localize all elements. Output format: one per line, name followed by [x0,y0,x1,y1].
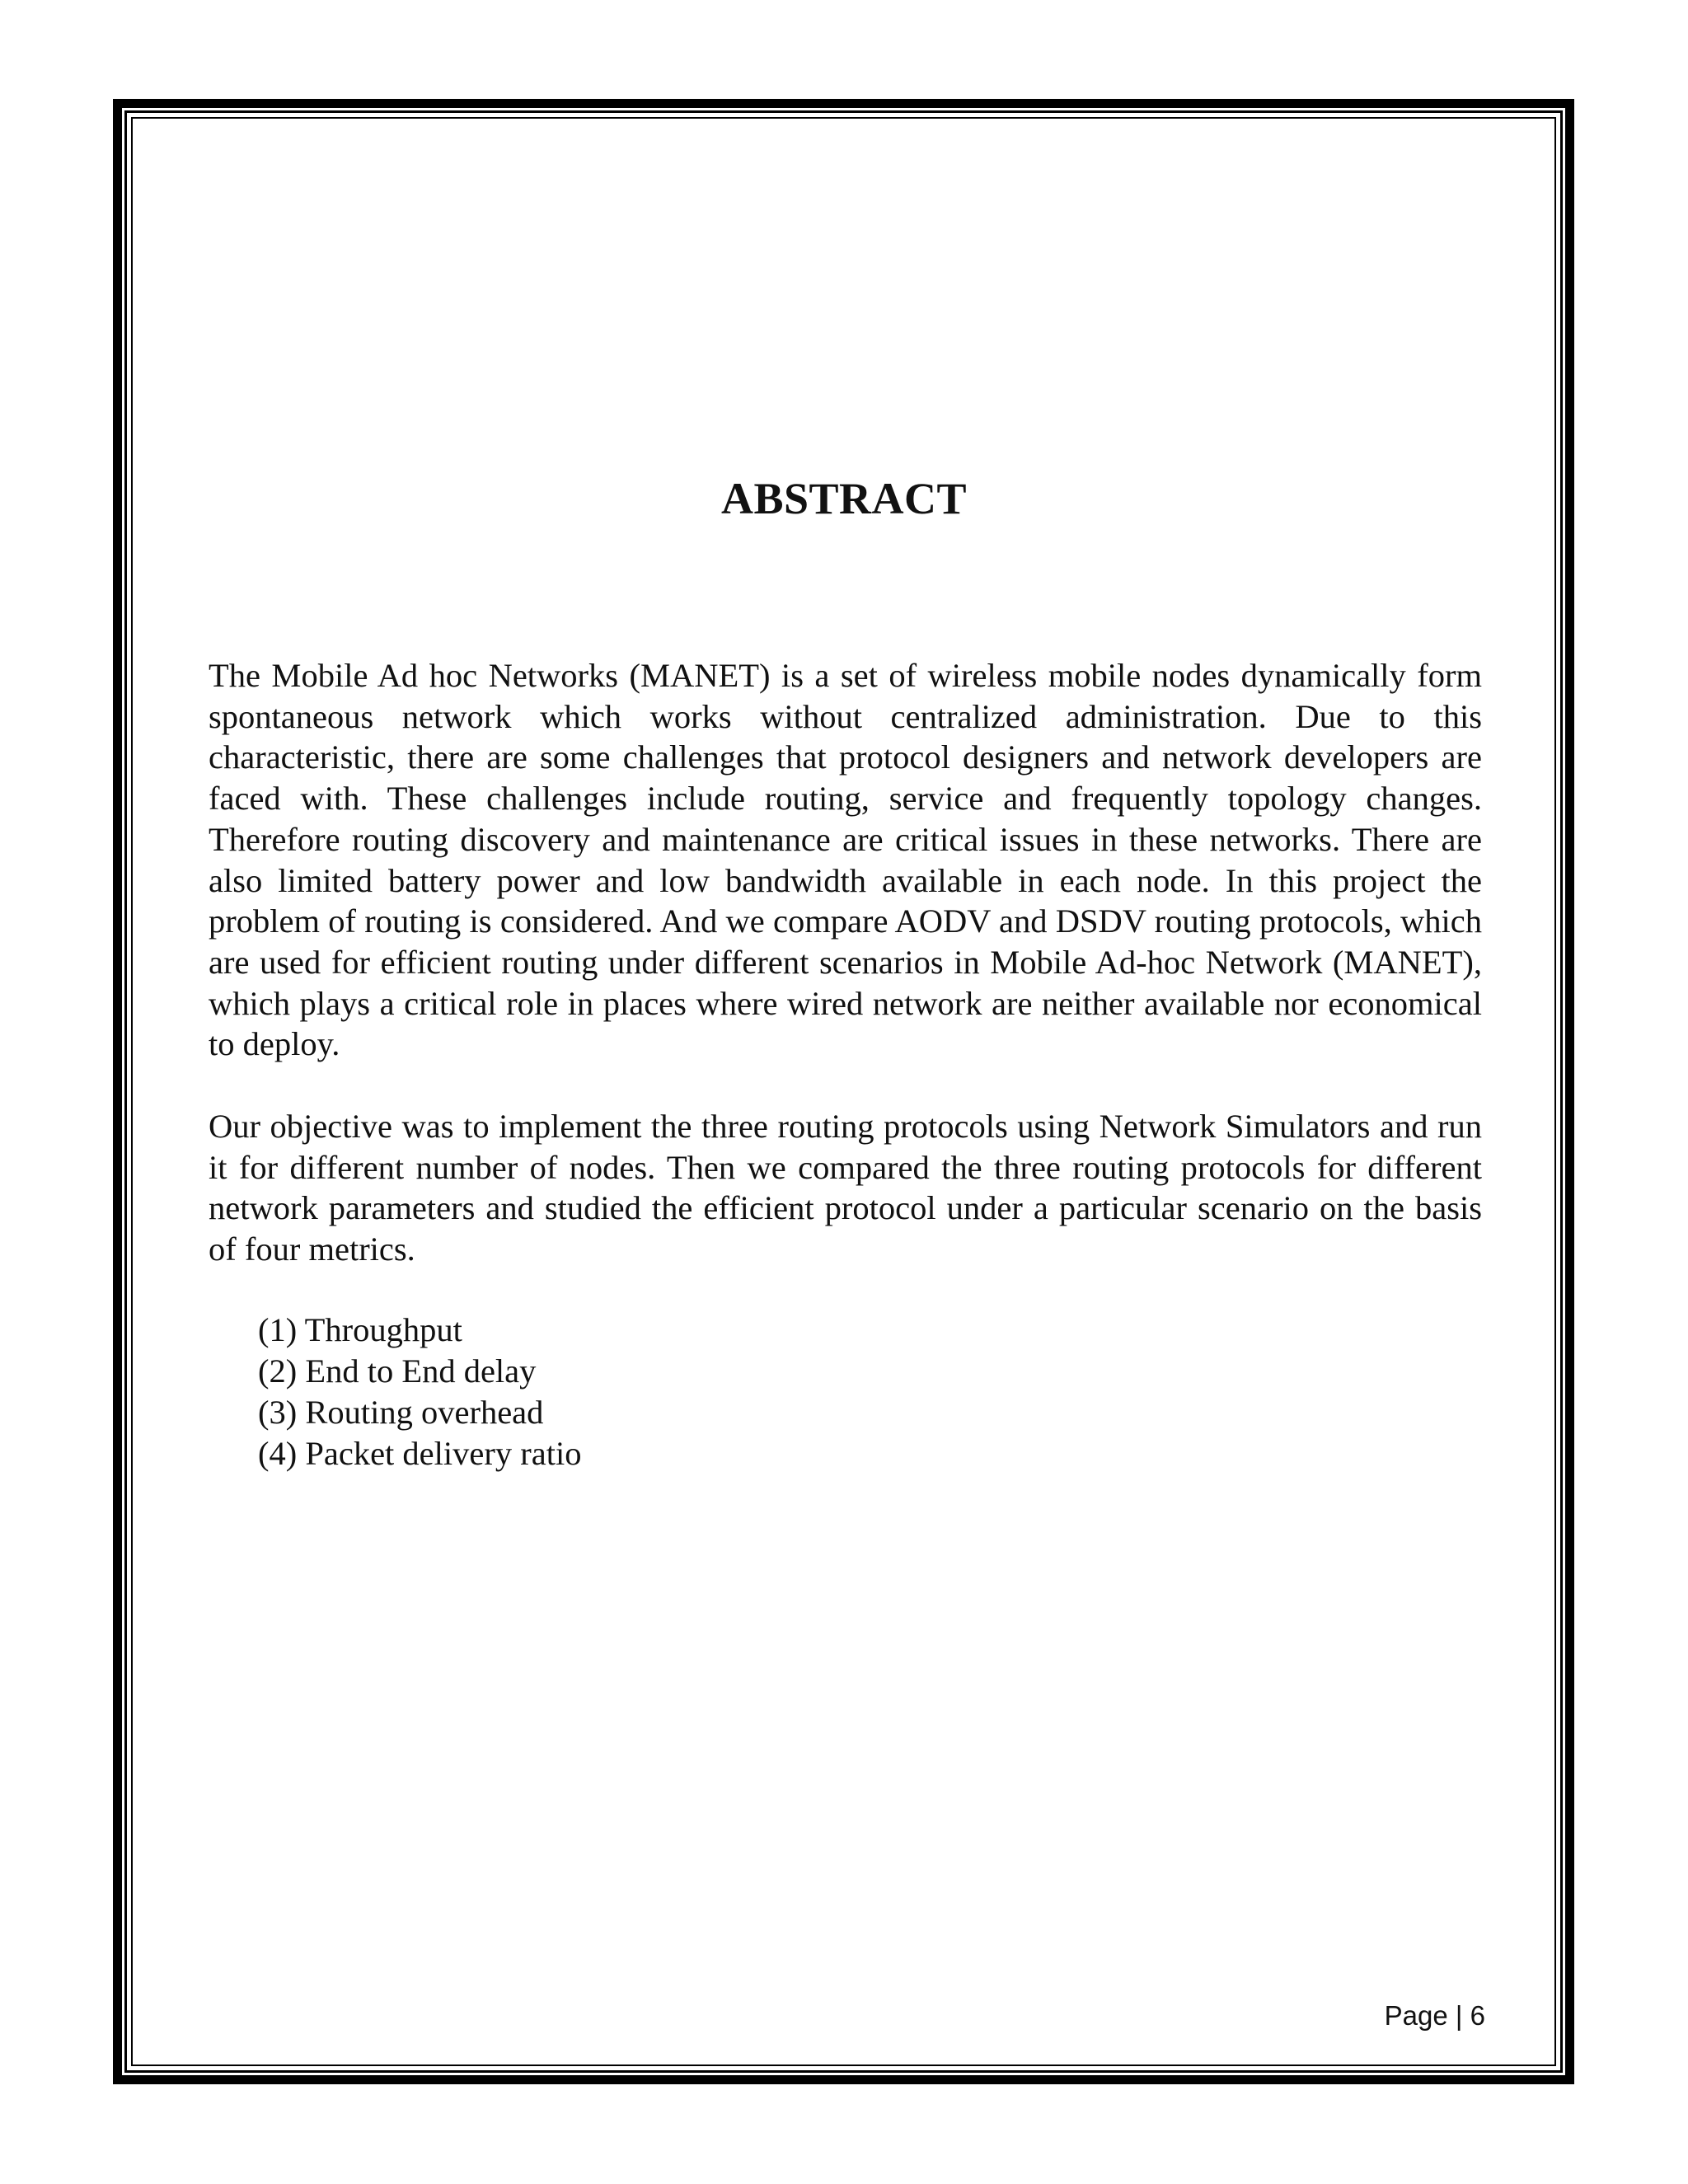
metric-item-routing-overhead: (3) Routing overhead [258,1394,544,1431]
page-number: Page | 6 [1384,2000,1485,2031]
metric-item-packet-delivery-ratio: (4) Packet delivery ratio [258,1435,582,1472]
metric-item-throughput: (1) Throughput [258,1311,462,1348]
page-title: ABSTRACT [720,474,968,523]
metrics-list [258,1310,581,1474]
page-border-inner [131,117,1556,2066]
abstract-paragraph-2: Our objective was to implement the three routing protocols using Network Simulators and run it for different number of nodes. Then we compared the three routing protocols for different network parameters and studied the efficient protocol under a particular scenario on the basis of four metrics. [209,1108,1482,1268]
abstract-paragraph-1: The Mobile Ad hoc Networks (MANET) is a set of wireless mobile nodes dynamically form spontaneous network which works without centralized administration. Due to this characteristic, there are some challenges that protocol designers and network developers are faced with. These challenges include routing, service and frequently topology changes. Therefore routing discovery and maintenance are critical issues in these networks. There are also limited battery power and low bandwidth available in each node. In this project the problem of routing is considered. And we compare AODV and DSDV routing protocols, which are used for efficient routing under different scenarios in Mobile Ad-hoc Network (MANET), which plays a critical role in places where wired network are neither available nor economical to deploy. [209,657,1482,1063]
metric-item-end-to-end-delay: (2) End to End delay [258,1352,537,1390]
